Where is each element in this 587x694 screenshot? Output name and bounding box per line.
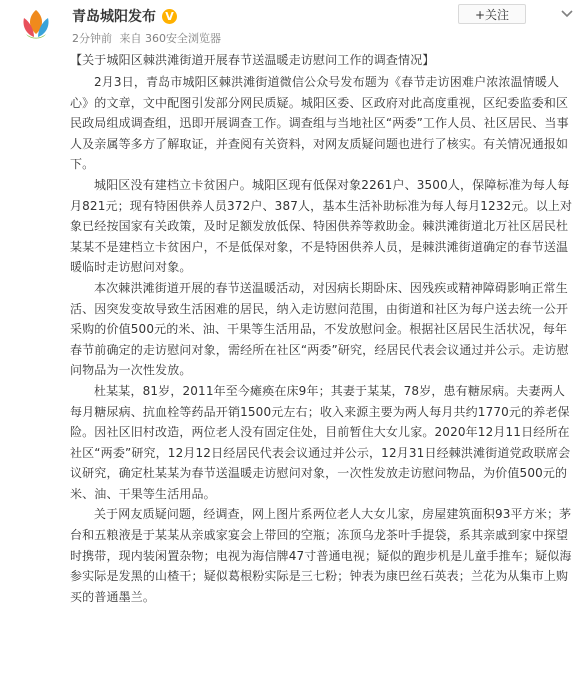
post-title: 【关于城阳区棘洪滩街道开展春节送温暖走访慰问工作的调查情况】 xyxy=(70,53,435,67)
post-paragraph: 本次棘洪滩街道开展的春节送温暖活动，对因病长期卧床、因残疾或精神障碍影响正常生活、因突发变故导致生活困难的居民，纳入走访慰问范围，由街道和社区为每户送去统一公开采购的价值500元的米、油、干果等生活用品，不发放慰问金。根据社区居民生活状况，每年春节前确定的走访慰问对象，需经所在社区“两委”研究，经居民代表会议通过并公示。走访慰问物品为一次性发放。 xyxy=(70,280,569,378)
post-paragraph: 杜某某，81岁，2011年至今瘫痪在床9年；其妻于某某，78岁，患有糖尿病。夫妻两人每月糖尿病、抗血栓等药品开销1500元左右；收入来源主要为两人每月共约1770元的养老保险。因社区旧村改造，两位老人没有固定住处，目前暂住大女儿家。2020年12月11日经所在社区“两委”研究，12月12日经居民代表会议通过并公示，12月31日经棘洪滩街道党政联席会议研究，确定杜某某为春节送温暖走访慰问对象，一次性发放走访慰问物品，为价值500元的米、油、干果等生活用品。 xyxy=(70,383,571,501)
verified-badge-icon: V xyxy=(162,9,177,24)
follow-button-label: +关注 xyxy=(474,7,510,22)
chevron-down-icon[interactable] xyxy=(560,7,574,21)
post-paragraph: 2月3日，青岛市城阳区棘洪滩街道微信公众号发布题为《春节走访困难户浓浓温情暖人心》的文章，文中配图引发部分网民质疑。城阳区委、区政府对此高度重视，区纪委监委和区民政局组成调查组，迅即开展调查工作。调查组与当地社区“两委”工作人员、社区居民、当事人及亲属等多方了解取证，并查阅有关资料，对网友质疑问题也进行了核实。有关情况通报如下。 xyxy=(70,75,569,172)
city-logo-icon xyxy=(12,4,60,52)
follow-button[interactable] xyxy=(458,4,526,24)
post-paragraph: 城阳区没有建档立卡贫困户。城阳区现有低保对象2261户、3500人，保障标准为每人每月821元；现有特困供养人员372户、387人，基本生活补助标准为每人每月1232元。以上对象已经按国家有关政策，及时足额发放低保、特困供养等救助金。棘洪滩街道北万社区居民杜某某不是建档立卡贫困户，不是低保对象，不是特困供养人员，是棘洪滩街道确定的春节送温暖临时走访慰问对象。 xyxy=(70,177,573,275)
post-body xyxy=(70,50,575,607)
post-meta xyxy=(72,30,221,46)
account-name[interactable]: 青岛城阳发布 xyxy=(72,9,156,25)
post-time[interactable]: 2分钟前 xyxy=(72,32,112,45)
post-source: 来自 360安全浏览器 xyxy=(119,32,221,45)
post-paragraph: 关于网友质疑问题，经调查，网上图片系两位老人大女儿家，房屋建筑面积93平方米；茅台和五粮液是于某某从亲戚家宴会上带回的空瓶；冻顶乌龙茶叶手提袋，系其亲戚到家中探望时携带，现内装闲置杂物；电视为海信牌47寸普通电视；疑似的跑步机是儿童手推车；疑似海参实际是发黑的山楂干；疑似葛根粉实际是三七粉；钟表为康巴丝石英表；兰花为从集市上购买的普通墨兰。 xyxy=(70,507,572,604)
post-header xyxy=(0,0,587,48)
account-avatar[interactable] xyxy=(12,4,60,52)
